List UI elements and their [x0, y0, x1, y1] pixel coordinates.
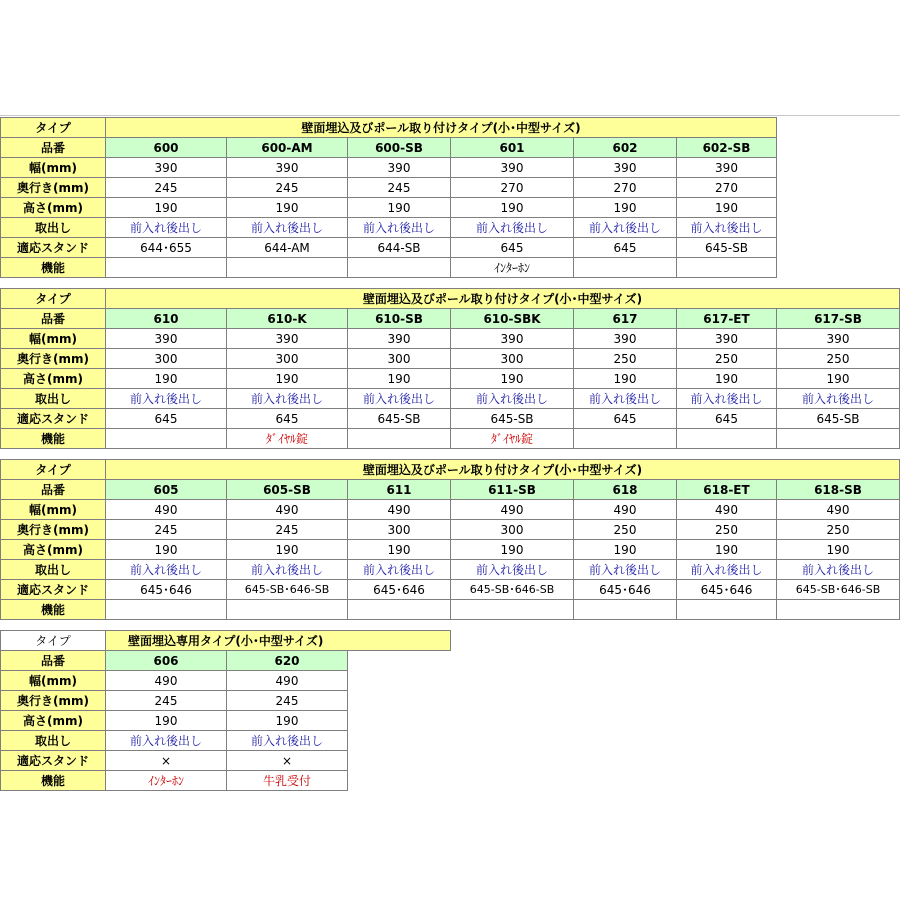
stand-cell: 645 [574, 409, 677, 429]
stand-row [1, 238, 777, 258]
depth-row [1, 178, 777, 198]
takeout-cell: 前入れ後出し [677, 389, 777, 409]
depth-cell: 300 [227, 349, 348, 369]
takeout-cell: 前入れ後出し [451, 389, 574, 409]
height-row [1, 711, 451, 731]
function-cell [677, 258, 777, 278]
stand-cell: 645-SB [348, 409, 451, 429]
takeout-row [1, 560, 900, 580]
type-row [1, 118, 777, 138]
spec-table-1 [0, 117, 777, 278]
stand-cell: 645 [106, 409, 227, 429]
function-cell: ｲﾝﾀｰﾎﾝ [451, 258, 574, 278]
depth-cell: 245 [106, 178, 227, 198]
function-row [1, 600, 900, 620]
stand-label: 適応スタンド [1, 238, 106, 258]
height-cell: 190 [451, 198, 574, 218]
depth-cell: 300 [451, 349, 574, 369]
depth-row [1, 520, 900, 540]
stand-row [1, 409, 900, 429]
function-cell: 牛乳受付 [227, 771, 348, 791]
model-row [1, 138, 777, 158]
model-cell: 610 [106, 309, 227, 329]
takeout-cell: 前入れ後出し [451, 218, 574, 238]
height-label: 高さ(mm) [1, 369, 106, 389]
width-cell: 390 [574, 329, 677, 349]
depth-cell: 245 [227, 691, 348, 711]
height-cell: 190 [227, 711, 348, 731]
height-cell: 190 [777, 540, 900, 560]
depth-cell: 300 [348, 349, 451, 369]
stand-cell: 645･646 [574, 580, 677, 600]
width-cell: 390 [348, 329, 451, 349]
model-row [1, 480, 900, 500]
function-label: 機能 [1, 771, 106, 791]
takeout-cell: 前入れ後出し [106, 218, 227, 238]
width-cell: 390 [227, 329, 348, 349]
takeout-cell: 前入れ後出し [348, 560, 451, 580]
function-cell [777, 600, 900, 620]
model-label: 品番 [1, 651, 106, 671]
takeout-cell: 前入れ後出し [348, 389, 451, 409]
height-cell: 190 [451, 369, 574, 389]
stand-cell: 645-SB [777, 409, 900, 429]
function-cell [348, 429, 451, 449]
height-cell: 190 [677, 540, 777, 560]
height-cell: 190 [227, 540, 348, 560]
type-label: タイプ [1, 631, 106, 651]
depth-row [1, 349, 900, 369]
width-cell: 490 [574, 500, 677, 520]
function-cell [677, 429, 777, 449]
table-title: 壁面埋込及びポール取り付けタイプ(小･中型サイズ) [106, 460, 900, 480]
stand-cell: 645 [227, 409, 348, 429]
takeout-cell: 前入れ後出し [574, 560, 677, 580]
width-cell: 490 [227, 671, 348, 691]
width-label: 幅(mm) [1, 671, 106, 691]
width-label: 幅(mm) [1, 329, 106, 349]
stand-cell: 645-SB･646-SB [451, 580, 574, 600]
model-label: 品番 [1, 138, 106, 158]
function-cell: ﾀﾞｲﾔﾙ錠 [451, 429, 574, 449]
model-label: 品番 [1, 309, 106, 329]
empty-cell [348, 651, 451, 671]
takeout-cell: 前入れ後出し [106, 731, 227, 751]
depth-cell: 250 [777, 349, 900, 369]
width-cell: 390 [106, 329, 227, 349]
takeout-cell: 前入れ後出し [777, 560, 900, 580]
takeout-cell: 前入れ後出し [227, 218, 348, 238]
takeout-cell: 前入れ後出し [227, 389, 348, 409]
empty-cell [348, 671, 451, 691]
width-cell: 390 [451, 158, 574, 178]
model-cell: 618-ET [677, 480, 777, 500]
width-cell: 490 [227, 500, 348, 520]
function-cell [574, 600, 677, 620]
table-title: 壁面埋込及びポール取り付けタイプ(小･中型サイズ) [106, 289, 900, 309]
model-cell: 605 [106, 480, 227, 500]
stand-label: 適応スタンド [1, 409, 106, 429]
takeout-cell: 前入れ後出し [227, 560, 348, 580]
function-cell [106, 258, 227, 278]
model-cell: 618-SB [777, 480, 900, 500]
depth-cell: 250 [677, 520, 777, 540]
model-row [1, 651, 451, 671]
model-cell: 618 [574, 480, 677, 500]
stand-cell: 645-SB･646-SB [777, 580, 900, 600]
stand-label: 適応スタンド [1, 751, 106, 771]
function-cell [106, 429, 227, 449]
type-label: タイプ [1, 460, 106, 480]
model-cell: 600 [106, 138, 227, 158]
width-row [1, 671, 451, 691]
height-cell: 190 [106, 369, 227, 389]
width-row [1, 500, 900, 520]
stand-row [1, 751, 451, 771]
type-row [1, 631, 451, 651]
height-cell: 190 [677, 198, 777, 218]
height-row [1, 369, 900, 389]
height-row [1, 540, 900, 560]
function-row [1, 258, 777, 278]
takeout-cell: 前入れ後出し [677, 560, 777, 580]
stand-cell: 645･646 [348, 580, 451, 600]
model-cell: 610-K [227, 309, 348, 329]
takeout-cell: 前入れ後出し [227, 731, 348, 751]
type-label: タイプ [1, 118, 106, 138]
width-cell: 390 [777, 329, 900, 349]
takeout-cell: 前入れ後出し [574, 218, 677, 238]
depth-cell: 250 [777, 520, 900, 540]
function-cell: ﾀﾞｲﾔﾙ錠 [227, 429, 348, 449]
width-cell: 390 [677, 329, 777, 349]
takeout-label: 取出し [1, 389, 106, 409]
model-cell: 600-SB [348, 138, 451, 158]
spec-table-3 [0, 459, 900, 620]
width-cell: 390 [574, 158, 677, 178]
takeout-cell: 前入れ後出し [106, 389, 227, 409]
model-label: 品番 [1, 480, 106, 500]
width-cell: 490 [348, 500, 451, 520]
height-cell: 190 [106, 711, 227, 731]
takeout-cell: 前入れ後出し [451, 560, 574, 580]
height-label: 高さ(mm) [1, 198, 106, 218]
function-row [1, 771, 451, 791]
width-cell: 490 [106, 671, 227, 691]
height-cell: 190 [106, 198, 227, 218]
model-cell: 611 [348, 480, 451, 500]
depth-cell: 270 [574, 178, 677, 198]
height-cell: 190 [777, 369, 900, 389]
depth-cell: 300 [348, 520, 451, 540]
width-cell: 490 [106, 500, 227, 520]
depth-cell: 245 [348, 178, 451, 198]
table-title: 壁面埋込専用タイプ(小･中型サイズ) [106, 631, 451, 651]
height-cell: 190 [574, 369, 677, 389]
depth-label: 奥行き(mm) [1, 349, 106, 369]
function-label: 機能 [1, 600, 106, 620]
takeout-row [1, 389, 900, 409]
stand-cell: 645･646 [106, 580, 227, 600]
stand-cell: 644･655 [106, 238, 227, 258]
height-label: 高さ(mm) [1, 711, 106, 731]
function-cell [348, 600, 451, 620]
function-cell [451, 600, 574, 620]
stand-cell: 644-SB [348, 238, 451, 258]
model-cell: 617-SB [777, 309, 900, 329]
stand-row [1, 580, 900, 600]
depth-cell: 270 [451, 178, 574, 198]
function-cell [227, 600, 348, 620]
depth-label: 奥行き(mm) [1, 178, 106, 198]
model-cell: 602 [574, 138, 677, 158]
width-cell: 490 [451, 500, 574, 520]
empty-cell [348, 711, 451, 731]
function-cell: ｲﾝﾀｰﾎﾝ [106, 771, 227, 791]
width-cell: 390 [677, 158, 777, 178]
width-label: 幅(mm) [1, 158, 106, 178]
stand-cell: 645･646 [677, 580, 777, 600]
height-cell: 190 [106, 540, 227, 560]
depth-cell: 250 [574, 520, 677, 540]
function-cell [777, 429, 900, 449]
empty-cell [348, 771, 451, 791]
model-cell: 602-SB [677, 138, 777, 158]
table-title: 壁面埋込及びポール取り付けタイプ(小･中型サイズ) [106, 118, 777, 138]
height-cell: 190 [677, 369, 777, 389]
height-cell: 190 [574, 540, 677, 560]
model-cell: 617-ET [677, 309, 777, 329]
depth-cell: 245 [227, 520, 348, 540]
top-divider [0, 115, 900, 116]
function-cell [574, 429, 677, 449]
height-cell: 190 [348, 198, 451, 218]
stand-cell: 645 [677, 409, 777, 429]
depth-cell: 300 [106, 349, 227, 369]
function-cell [574, 258, 677, 278]
stand-cell: 645-SB [451, 409, 574, 429]
takeout-row [1, 731, 451, 751]
width-cell: 490 [677, 500, 777, 520]
function-cell [677, 600, 777, 620]
height-row [1, 198, 777, 218]
model-cell: 606 [106, 651, 227, 671]
model-cell: 601 [451, 138, 574, 158]
height-cell: 190 [574, 198, 677, 218]
width-cell: 390 [348, 158, 451, 178]
model-cell: 605-SB [227, 480, 348, 500]
empty-cell [348, 731, 451, 751]
function-cell [348, 258, 451, 278]
type-row [1, 289, 900, 309]
takeout-cell: 前入れ後出し [677, 218, 777, 238]
takeout-label: 取出し [1, 731, 106, 751]
depth-row [1, 691, 451, 711]
model-cell: 617 [574, 309, 677, 329]
model-cell: 600-AM [227, 138, 348, 158]
stand-cell: 645-SB･646-SB [227, 580, 348, 600]
empty-cell [348, 691, 451, 711]
takeout-cell: 前入れ後出し [777, 389, 900, 409]
model-cell: 610-SBK [451, 309, 574, 329]
width-cell: 390 [451, 329, 574, 349]
model-cell: 610-SB [348, 309, 451, 329]
height-cell: 190 [348, 540, 451, 560]
depth-cell: 250 [677, 349, 777, 369]
takeout-cell: 前入れ後出し [574, 389, 677, 409]
height-cell: 190 [227, 369, 348, 389]
model-row [1, 309, 900, 329]
width-label: 幅(mm) [1, 500, 106, 520]
depth-cell: 245 [106, 691, 227, 711]
depth-cell: 270 [677, 178, 777, 198]
width-row [1, 158, 777, 178]
stand-cell: × [227, 751, 348, 771]
stand-cell: × [106, 751, 227, 771]
width-cell: 390 [106, 158, 227, 178]
width-cell: 390 [227, 158, 348, 178]
takeout-label: 取出し [1, 560, 106, 580]
takeout-row [1, 218, 777, 238]
spec-table-4 [0, 630, 451, 791]
height-cell: 190 [227, 198, 348, 218]
function-label: 機能 [1, 258, 106, 278]
function-label: 機能 [1, 429, 106, 449]
function-cell [106, 600, 227, 620]
stand-cell: 645-SB [677, 238, 777, 258]
function-row [1, 429, 900, 449]
model-cell: 620 [227, 651, 348, 671]
takeout-cell: 前入れ後出し [348, 218, 451, 238]
width-cell: 490 [777, 500, 900, 520]
width-row [1, 329, 900, 349]
depth-cell: 245 [106, 520, 227, 540]
function-cell [227, 258, 348, 278]
depth-cell: 245 [227, 178, 348, 198]
height-cell: 190 [451, 540, 574, 560]
depth-label: 奥行き(mm) [1, 520, 106, 540]
depth-cell: 250 [574, 349, 677, 369]
model-cell: 611-SB [451, 480, 574, 500]
type-label: タイプ [1, 289, 106, 309]
stand-label: 適応スタンド [1, 580, 106, 600]
stand-cell: 645 [451, 238, 574, 258]
stand-cell: 644-AM [227, 238, 348, 258]
height-cell: 190 [348, 369, 451, 389]
spec-table-2 [0, 288, 900, 449]
takeout-cell: 前入れ後出し [106, 560, 227, 580]
stand-cell: 645 [574, 238, 677, 258]
type-row [1, 460, 900, 480]
depth-cell: 300 [451, 520, 574, 540]
height-label: 高さ(mm) [1, 540, 106, 560]
takeout-label: 取出し [1, 218, 106, 238]
depth-label: 奥行き(mm) [1, 691, 106, 711]
empty-cell [348, 751, 451, 771]
